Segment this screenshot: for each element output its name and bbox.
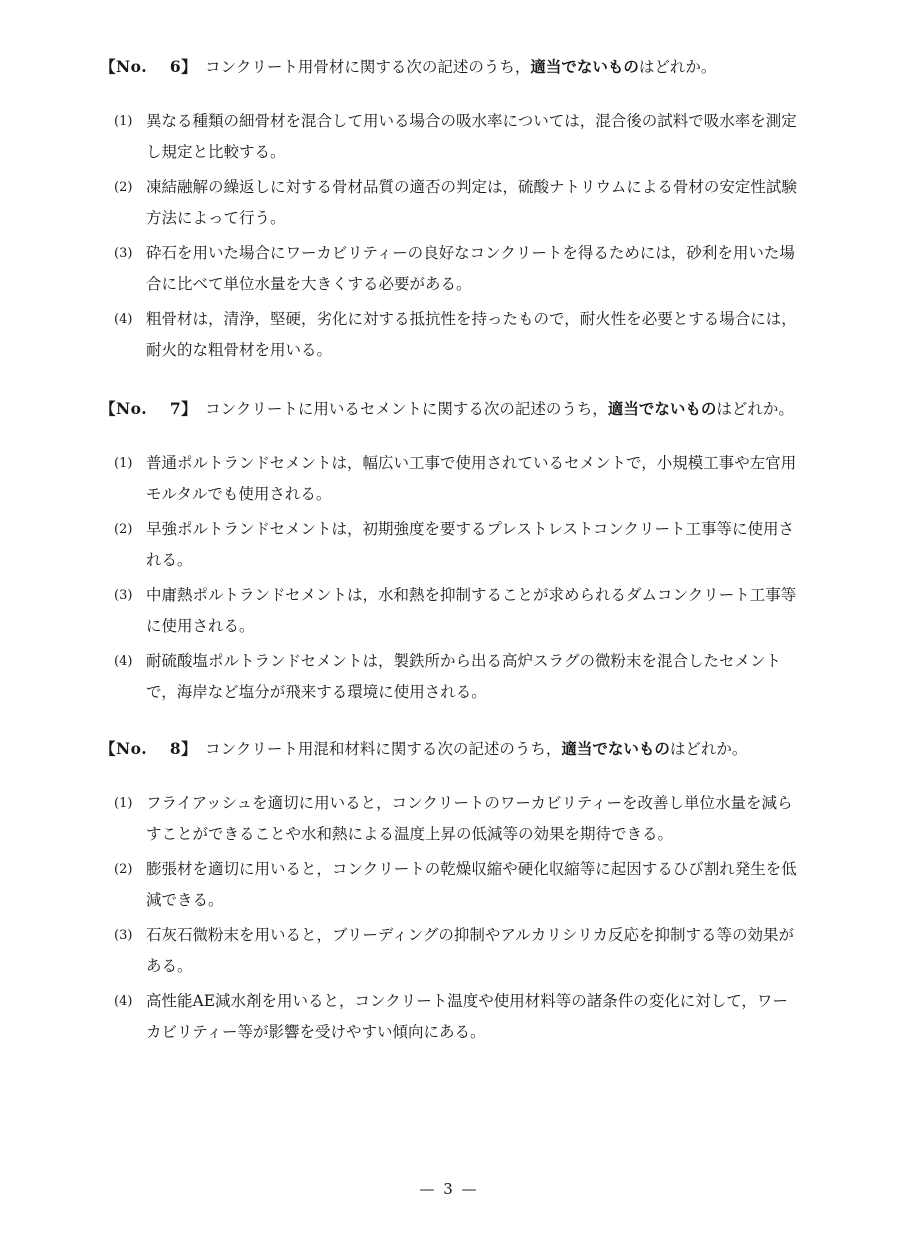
option-number: (2) (114, 862, 133, 877)
question-heading (100, 738, 800, 760)
option-2[interactable] (100, 854, 800, 916)
question-text-end: はどれか。 (638, 58, 717, 76)
option-number: (4) (114, 654, 133, 669)
number-prefix: 【No. (100, 57, 148, 76)
option-text: 高性能AE減水剤を用いると，コンクリート温度や使用材料等の諸条件の変化に対して，ワーカビリティー等が影響を受けやすい傾向にある。 (146, 992, 788, 1041)
question-number (100, 739, 197, 758)
option-number: (2) (114, 522, 133, 537)
question-number (100, 399, 197, 418)
option-number: (3) (114, 246, 133, 261)
option-1[interactable] (100, 788, 800, 850)
question-text: コンクリート用骨材に関する次の記述のうち， (205, 58, 531, 76)
option-list (100, 106, 800, 366)
number-suffix: 】 (181, 57, 198, 76)
option-text: 異なる種類の細骨材を混合して用いる場合の吸水率については，混合後の試料で吸水率を測定し規定と比較する。 (146, 112, 797, 161)
option-text: 中庸熱ポルトランドセメントは，水和熱を抑制することが求められるダムコンクリート工事等に使用される。 (146, 586, 797, 635)
option-3[interactable] (100, 238, 800, 300)
option-number: (1) (114, 456, 133, 471)
question-text: コンクリートに用いるセメントに関する次の記述のうち， (205, 400, 608, 418)
question-emphasis: 適当でないもの (530, 58, 639, 76)
option-3[interactable] (100, 920, 800, 982)
page-number: — 3 — (419, 1180, 479, 1198)
question-emphasis: 適当でないもの (607, 400, 717, 418)
question-heading (100, 398, 800, 420)
number-suffix: 】 (181, 399, 198, 418)
question-text-end: はどれか。 (716, 400, 794, 418)
option-text: フライアッシュを適切に用いると，コンクリートのワーカビリティーを改善し単位水量を減らすことができることや水和熱による温度上昇の低減等の効果を期待できる。 (146, 794, 793, 843)
number-suffix: 】 (181, 739, 198, 758)
option-text: 石灰石微粉末を用いると，ブリーディングの抑制やアルカリシリカ反応を抑制する等の効果がある。 (146, 926, 795, 975)
option-number: (4) (114, 312, 133, 327)
number-prefix: 【No. (100, 399, 148, 418)
option-number: (1) (114, 114, 133, 129)
option-text: 砕石を用いた場合にワーカビリティーの良好なコンクリートを得るためには，砂利を用いた場合に比べて単位水量を大きくする必要がある。 (146, 244, 795, 293)
option-2[interactable] (100, 172, 800, 234)
question-heading (100, 56, 800, 78)
option-3[interactable] (100, 580, 800, 642)
option-number: (4) (114, 994, 133, 1009)
question-number (100, 57, 197, 76)
question-emphasis: 適当でないもの (561, 740, 670, 758)
number-prefix: 【No. (100, 739, 148, 758)
number-value: 8 (169, 739, 182, 758)
option-number: (3) (114, 588, 133, 603)
option-list (100, 788, 800, 1048)
number-value: 7 (169, 399, 182, 418)
option-text: 普通ポルトランドセメントは，幅広い工事で使用されているセメントで，小規模工事や左官用モルタルでも使用される。 (146, 454, 797, 503)
question-6 (100, 56, 800, 370)
question-7 (100, 398, 800, 712)
option-number: (1) (114, 796, 133, 811)
question-text-end: はどれか。 (669, 740, 748, 758)
option-1[interactable] (100, 106, 800, 168)
option-1[interactable] (100, 448, 800, 510)
option-number: (3) (114, 928, 133, 943)
option-list (100, 448, 800, 708)
option-text: 凍結融解の繰返しに対する骨材品質の適否の判定は，硫酸ナトリウムによる骨材の安定性試験方法によって行う。 (146, 178, 797, 227)
option-text: 耐硫酸塩ポルトランドセメントは，製鉄所から出る高炉スラグの微粉末を混合したセメントで，海岸など塩分が飛来する環境に使用される。 (146, 652, 782, 701)
option-4[interactable] (100, 646, 800, 708)
option-text: 早強ポルトランドセメントは，初期強度を要するプレストレストコンクリート工事等に使用される。 (146, 520, 795, 569)
option-number: (2) (114, 180, 133, 195)
option-4[interactable] (100, 304, 800, 366)
question-8 (100, 738, 800, 1052)
option-text: 粗骨材は，清浄，堅硬，劣化に対する抵抗性を持ったもので，耐火性を必要とする場合には，耐火的な粗骨材を用いる。 (146, 310, 797, 359)
option-text: 膨張材を適切に用いると，コンクリートの乾燥収縮や硬化収縮等に起因するひび割れ発生を低減できる。 (146, 860, 797, 909)
option-2[interactable] (100, 514, 800, 576)
number-value: 6 (169, 57, 182, 76)
question-text: コンクリート用混和材料に関する次の記述のうち， (205, 740, 562, 758)
option-4[interactable] (100, 986, 800, 1048)
